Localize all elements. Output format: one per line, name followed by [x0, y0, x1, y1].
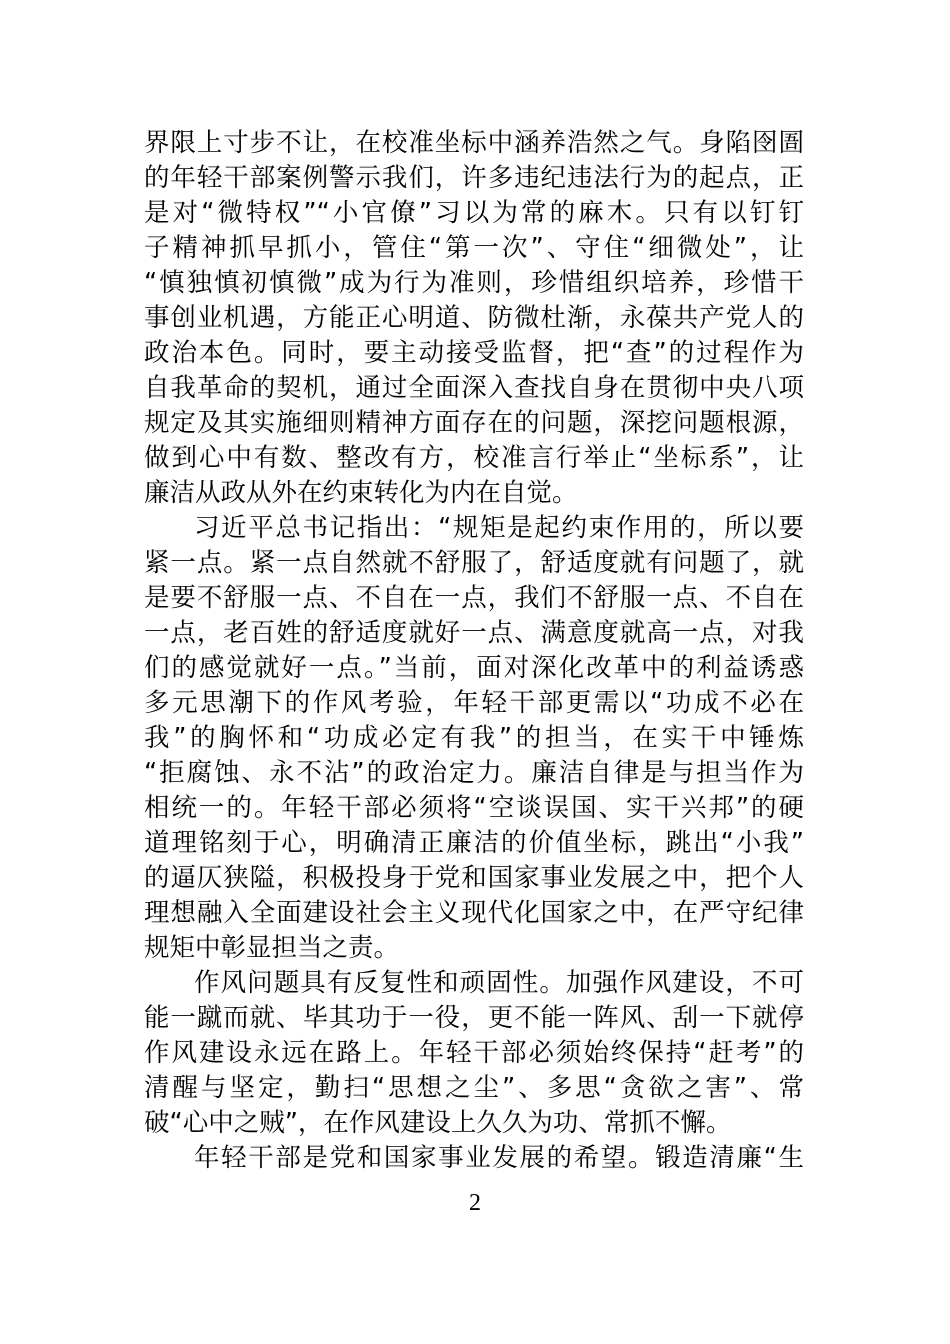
text-line: 一点，老百姓的舒适度就好一点、满意度就高一点，对我: [144, 618, 804, 648]
paragraph-first-line: 习近平总书记指出：“规矩是起约束作用的，所以要: [194, 513, 804, 543]
text-line: “拒腐蚀、永不沾”的政治定力。廉洁自律是与担当作为: [144, 758, 804, 788]
text-line: 破“心中之贼”，在作风建设上久久为功、常抓不懈。: [144, 1108, 732, 1138]
paragraph-first-line: 年轻干部是党和国家事业发展的希望。锻造清廉“生: [194, 1143, 804, 1173]
text-line: 道理铭刻于心，明确清正廉洁的价值坐标，跳出“小我”: [144, 828, 804, 858]
text-line: 清醒与坚定，勤扫“思想之尘”、多思“贪欲之害”、常: [144, 1073, 804, 1103]
text-line: 政治本色。同时，要主动接受监督，把“查”的过程作为: [144, 338, 804, 368]
text-line: 廉洁从政从外在约束转化为内在自觉。: [144, 478, 578, 508]
text-line: 做到心中有数、整改有方，校准言行举止“坐标系”，让: [144, 443, 804, 473]
text-line: 能一蹴而就、毕其功于一役，更不能一阵风、刮一下就停: [144, 1003, 804, 1033]
text-line: 的年轻干部案例警示我们，许多违纪违法行为的起点，正: [144, 163, 804, 193]
text-line: 子精神抓早抓小，管住“第一次”、守住“细微处”，让: [144, 233, 804, 263]
text-line: 作风建设永远在路上。年轻干部必须始终保持“赶考”的: [144, 1038, 804, 1068]
text-line: 界限上寸步不让，在校准坐标中涵养浩然之气。身陷囹圄: [144, 128, 804, 158]
text-line: 事创业机遇，方能正心明道、防微杜渐，永葆共产党人的: [144, 303, 804, 333]
text-line: “慎独慎初慎微”成为行为准则，珍惜组织培养，珍惜干: [144, 268, 804, 298]
page-number: 2: [469, 1190, 481, 1216]
text-line: 多元思潮下的作风考验，年轻干部更需以“功成不必在: [144, 688, 804, 718]
text-line: 们的感觉就好一点。”当前，面对深化改革中的利益诱惑: [144, 653, 804, 683]
text-line: 理想融入全面建设社会主义现代化国家之中，在严守纪律: [144, 898, 804, 928]
text-line: 的逼仄狭隘，积极投身于党和国家事业发展之中，把个人: [144, 863, 804, 893]
text-line: 规矩中彰显担当之责。: [144, 933, 400, 963]
text-line: 自我革命的契机，通过全面深入查找自身在贯彻中央八项: [144, 373, 804, 403]
text-line: 相统一的。年轻干部必须将“空谈误国、实干兴邦”的硬: [144, 793, 804, 823]
text-line: 是要不舒服一点、不自在一点，我们不舒服一点、不自在: [144, 583, 804, 613]
paragraph-first-line: 作风问题具有反复性和顽固性。加强作风建设，不可: [194, 968, 804, 998]
text-line: 规定及其实施细则精神方面存在的问题，深挖问题根源，: [144, 408, 804, 438]
text-line: 我”的胸怀和“功成必定有我”的担当，在实干中锤炼: [144, 723, 804, 753]
text-line: 是对“微特权”“小官僚”习以为常的麻木。只有以钉钉: [144, 198, 804, 228]
text-line: 紧一点。紧一点自然就不舒服了，舒适度就有问题了，就: [144, 548, 804, 578]
